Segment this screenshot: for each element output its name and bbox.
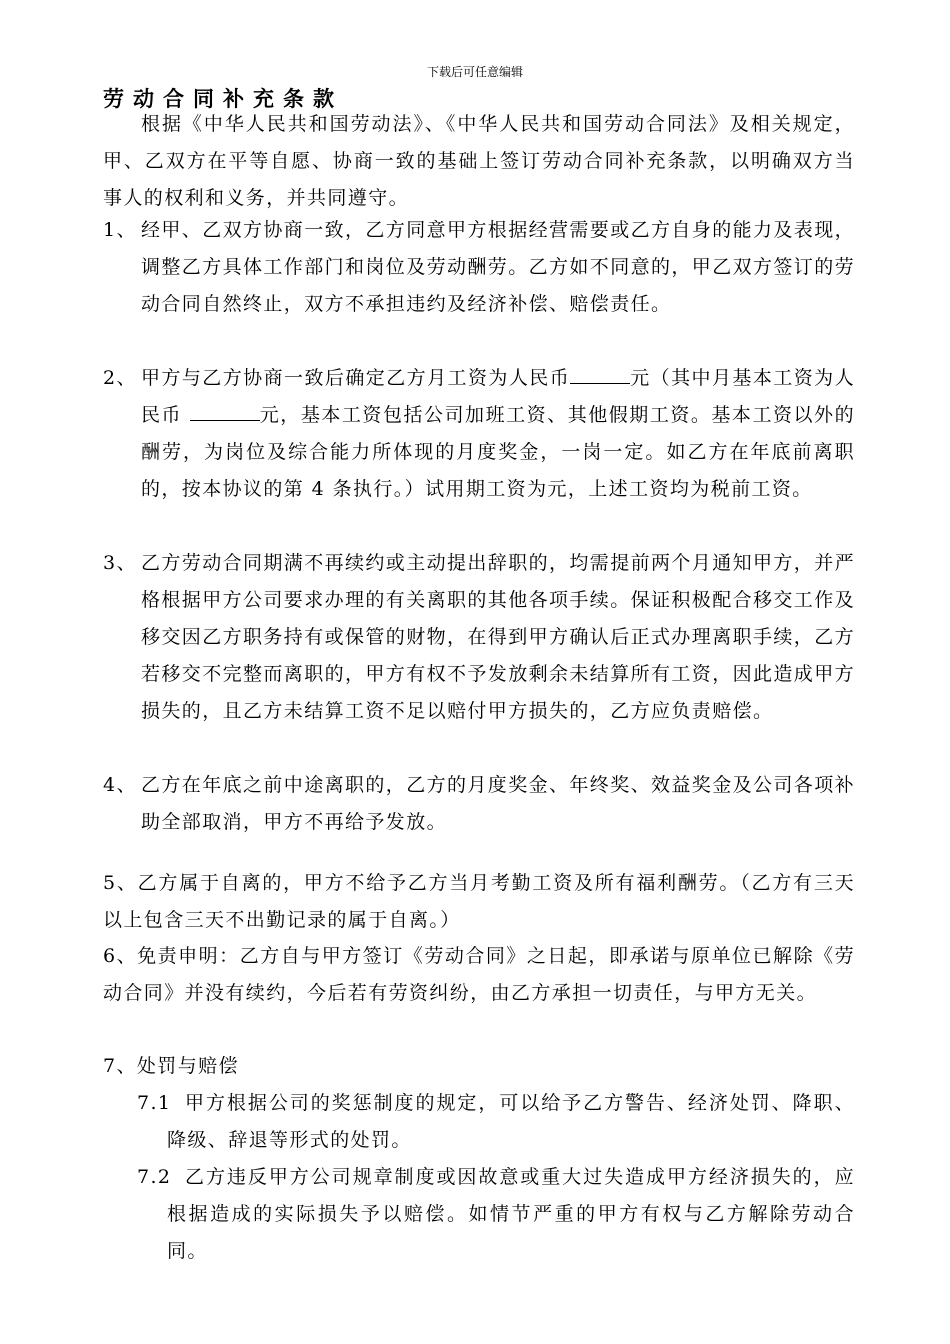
clause-number: 4、 xyxy=(103,774,137,796)
sub-clause-7-1 xyxy=(137,1085,855,1159)
clause-text xyxy=(141,360,855,508)
sub-clause-number: 7.2 xyxy=(137,1166,172,1188)
clause-text-part: 甲方与乙方协商一致后确定乙方月工资为人民币 xyxy=(141,367,571,389)
clause-1 xyxy=(103,212,855,323)
clause-number: 2、 xyxy=(103,367,137,389)
clause-4 xyxy=(103,767,855,841)
clause-number: 1、 xyxy=(103,219,137,241)
header-note: 下载后可任意编辑 xyxy=(426,65,523,79)
sub-clause-7-2 xyxy=(137,1159,855,1270)
clause-text: 乙方在年底之前中途离职的，乙方的月度奖金、年终奖、效益奖金及公司各项补助全部取消，甲方不再给予发放。 xyxy=(141,774,856,833)
clause-3 xyxy=(103,545,855,730)
clause-2 xyxy=(103,360,855,508)
clause-5: 5、乙方属于自离的，甲方不给予乙方当月考勤工资及所有福利酬劳。（乙方有三天以上包含三天不出勤记录的属于自离。） xyxy=(103,872,855,931)
intro-paragraph: 根据《中华人民共和国劳动法》、《中华人民共和国劳动合同法》及相关规定，甲、乙双方在平等自愿、协商一致的基础上签订劳动合同补充条款，以明确双方当事人的权利和义务，并共同遵守。 xyxy=(103,113,855,209)
salary-blank[interactable] xyxy=(570,361,630,384)
clause-text-part: 元，基本工资包括公司加班工资、其他假期工资。基本工资以外的酬劳，为岗位及综合能力所体现的月度奖金，一岗一定。如乙方在年底前离职的，按本协议的第 4 条执行。）试用期工资为元，上述工资均为税前工资。 xyxy=(141,404,855,500)
sub-clause-number: 7.1 xyxy=(137,1092,172,1114)
clause-number: 3、 xyxy=(103,552,137,574)
base-salary-blank[interactable] xyxy=(190,398,260,421)
sub-clause-text: 乙方违反甲方公司规章制度或因故意或重大过失造成甲方经济损失的，应根据造成的实际损失予以赔偿。如情节严重的甲方有权与乙方解除劳动合同。 xyxy=(167,1166,855,1262)
clause-6: 6、免责申明：乙方自与甲方签订《劳动合同》之日起，即承诺与原单位已解除《劳动合同》并没有续约，今后若有劳资纠纷，由乙方承担一切责任，与甲方无关。 xyxy=(103,945,855,1004)
document-title: 劳动合同补充条款 xyxy=(103,86,343,111)
clause-text-part: 元（其中月基本工资为人民币 xyxy=(141,367,855,426)
clause-text: 经甲、乙双方协商一致，乙方同意甲方根据经营需要或乙方自身的能力及表现，调整乙方具体工作部门和岗位及劳动酬劳。乙方如不同意的，甲乙双方签订的劳动合同自然终止，双方不承担违约及经济补偿、赔偿责任。 xyxy=(141,219,856,315)
clause-text: 乙方劳动合同期满不再续约或主动提出辞职的，均需提前两个月通知甲方，并严格根据甲方公司要求办理的有关离职的其他各项手续。保证积极配合移交工作及移交因乙方职务持有或保管的财物，在得到甲方确认后正式办理离职手续，乙方若移交不完整而离职的，甲方有权不予发放剩余未结算所有工资，因此造成甲方损失的，且乙方未结算工资不足以赔付甲方损失的，乙方应负责赔偿。 xyxy=(141,552,856,722)
clause-7-heading: 7、处罚与赔偿 xyxy=(103,1055,239,1077)
sub-clause-text: 甲方根据公司的奖惩制度的规定，可以给予乙方警告、经济处罚、降职、降级、辞退等形式的处罚。 xyxy=(167,1092,855,1151)
